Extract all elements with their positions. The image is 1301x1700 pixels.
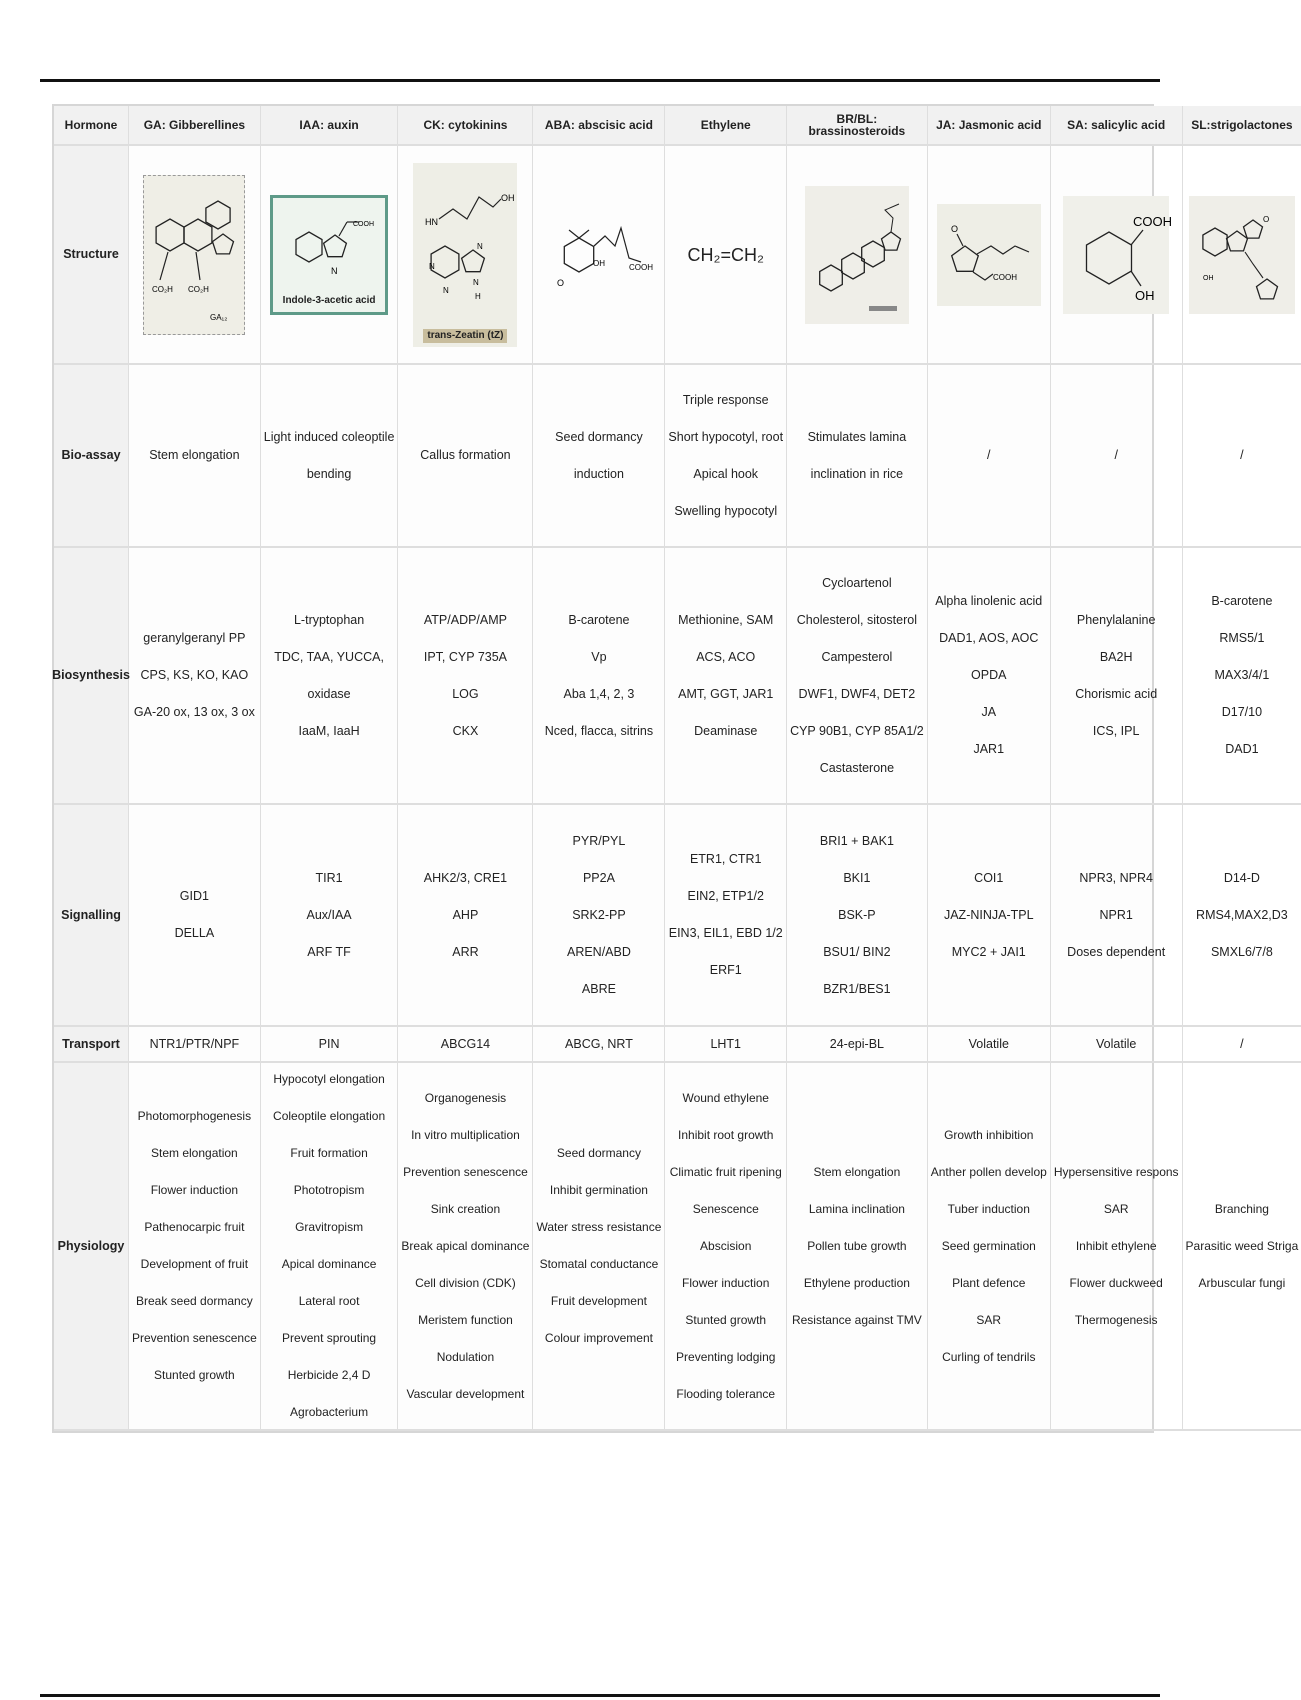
physiology-line: Seed dormancy (556, 1146, 641, 1160)
physiology-line: Herbicide 2,4 D (287, 1368, 371, 1382)
biosynthesis-line: CYP 90B1, CYP 85A1/2 (790, 723, 924, 738)
physiology-line: Break apical dominance (401, 1238, 530, 1253)
signalling-lines (1196, 860, 1288, 971)
biosynthesis-line: JA (981, 705, 997, 719)
signalling-line: NPR1 (1099, 907, 1133, 922)
row-header-bioassay: Bio-assay (54, 365, 129, 548)
bioassay-cell (1183, 365, 1301, 548)
bioassay-line: / (1240, 448, 1244, 462)
biosynthesis-cell (261, 548, 399, 805)
physiology-lines (1186, 1191, 1299, 1302)
signalling-line: BRI1 + BAK1 (819, 833, 894, 848)
structure-cell (1183, 146, 1301, 365)
physiology-line: Prevention senescence (132, 1331, 257, 1345)
svg-text:N: N (473, 277, 480, 287)
biosynthesis-line: D17/10 (1221, 705, 1263, 719)
physiology-line: SAR (976, 1312, 1002, 1327)
physiology-line: Flower induction (150, 1183, 239, 1197)
physiology-line: Parasitic weed Striga (1185, 1238, 1299, 1253)
physiology-line: Vascular development (406, 1386, 525, 1401)
physiology-line: Branching (1214, 1201, 1269, 1216)
bottom-rule (40, 1694, 1160, 1697)
physiology-line: Sink creation (430, 1201, 501, 1216)
physiology-line: Tuber induction (947, 1201, 1030, 1216)
signalling-line: BSK-P (838, 907, 876, 922)
hormone-table (52, 104, 1299, 1433)
biosynthesis-line: Chorismic acid (1075, 686, 1158, 701)
physiology-line: Curling of tendrils (942, 1349, 1036, 1364)
physiology-line: Agrobacterium (290, 1405, 369, 1419)
physiology-line: Prevent sprouting (282, 1331, 377, 1345)
signalling-lines (820, 823, 894, 1008)
physiology-line: Organogenesis (424, 1090, 507, 1105)
bioassay-line: / (1114, 448, 1118, 462)
physiology-line: Anther pollen develop (930, 1164, 1047, 1179)
transport-cell: ABCG14 (398, 1027, 533, 1063)
biosynthesis-lines (678, 602, 773, 750)
signalling-line: EIN2, ETP1/2 (687, 889, 764, 903)
biosynthesis-line: Vp (591, 649, 607, 664)
biosynthesis-lines (935, 583, 1042, 768)
sa-molecule (1067, 200, 1173, 310)
bioassay-cell (787, 365, 928, 548)
physiology-line: Resistance against TMV (791, 1312, 922, 1327)
svg-text:COOH: COOH (992, 272, 1017, 282)
biosynthesis-cell (665, 548, 787, 805)
ja-structure-image (937, 204, 1041, 306)
svg-text:OH: OH (1202, 274, 1214, 282)
bioassay-line: Swelling hypocotyl (674, 503, 778, 518)
physiology-line: Stomatal conductance (539, 1257, 659, 1271)
sa-structure-image (1063, 196, 1173, 314)
biosynthesis-cell (787, 548, 928, 805)
signalling-line: TIR1 (315, 870, 343, 885)
row-header-physiology: Physiology (54, 1063, 129, 1431)
row-header-structure: Structure (54, 146, 129, 365)
physiology-line: Stunted growth (154, 1368, 235, 1382)
physiology-line: Arbuscular fungi (1198, 1275, 1286, 1290)
transport-cell: / (1183, 1027, 1301, 1063)
column-header: GA: Gibberellines (129, 106, 261, 146)
svg-text:H: H (475, 291, 482, 301)
transport-cell: Volatile (1051, 1027, 1183, 1063)
svg-text:HN: HN (425, 216, 439, 227)
signalling-cell (928, 805, 1051, 1027)
signalling-lines (1067, 860, 1165, 971)
row-header-transport: Transport (54, 1027, 129, 1063)
transport-cell: PIN (261, 1027, 399, 1063)
svg-text:CO₂H: CO₂H (152, 284, 174, 294)
iaa-caption: Indole-3-acetic acid (282, 294, 376, 306)
physiology-lines (273, 1061, 385, 1431)
physiology-line: Hypersensitive respons (1053, 1164, 1179, 1179)
physiology-line: Flooding tolerance (676, 1386, 776, 1401)
svg-text:O: O (1262, 214, 1270, 224)
biosynthesis-lines (1075, 602, 1157, 750)
physiology-line: Lamina inclination (808, 1201, 905, 1216)
aba-molecule (549, 200, 653, 310)
bioassay-line: bending (306, 466, 352, 481)
biosynthesis-lines (545, 602, 653, 750)
structure-cell (665, 146, 787, 365)
top-rule (40, 79, 1160, 82)
physiology-cell (787, 1063, 928, 1431)
physiology-line: SAR (1103, 1201, 1129, 1216)
biosynthesis-cell (928, 548, 1051, 805)
biosynthesis-line: DAD1, AOS, AOC (939, 631, 1039, 645)
bioassay-lines (420, 437, 510, 474)
biosynthesis-line: B-carotene (1211, 594, 1273, 608)
biosynthesis-line: L-tryptophan (293, 612, 365, 627)
physiology-line: Flower duckweed (1069, 1275, 1163, 1290)
ck-structure-image (413, 163, 517, 347)
biosynthesis-line: Castasterone (819, 760, 895, 775)
biosynthesis-line: TDC, TAA, YUCCA, (274, 649, 384, 664)
signalling-line: ARF TF (307, 944, 351, 959)
svg-text:COOH: COOH (628, 262, 653, 272)
structure-cell (129, 146, 261, 365)
biosynthesis-line: Deaminase (694, 723, 758, 738)
physiology-line: Water stress resistance (536, 1220, 662, 1234)
bioassay-lines (668, 382, 783, 530)
physiology-line: Stem elongation (151, 1146, 238, 1160)
iaa-structure-image (270, 195, 389, 315)
bioassay-line: Apical hook (693, 466, 759, 481)
signalling-lines (944, 860, 1034, 971)
signalling-line: D14-D (1223, 870, 1260, 885)
signalling-line: PYR/PYL (572, 833, 626, 848)
biosynthesis-line: Cholesterol, sitosterol (796, 612, 917, 627)
biosynthesis-cell (398, 548, 533, 805)
signalling-line: DELLA (174, 926, 215, 940)
bioassay-lines (149, 437, 239, 474)
biosynthesis-line: Phenylalanine (1076, 612, 1156, 627)
physiology-line: Abscision (700, 1238, 752, 1253)
signalling-line: Aux/IAA (306, 907, 352, 922)
physiology-cell (398, 1063, 533, 1431)
ck-molecule (417, 167, 513, 327)
column-header: BR/BL: brassinosteroids (787, 106, 928, 146)
biosynthesis-cell (1051, 548, 1183, 805)
signalling-line: BZR1/BES1 (823, 981, 891, 996)
bioassay-line: induction (573, 466, 624, 481)
signalling-line: AHK2/3, CRE1 (423, 870, 508, 885)
physiology-cell (928, 1063, 1051, 1431)
physiology-line: In vitro multiplication (411, 1127, 520, 1142)
signalling-line: BSU1/ BIN2 (823, 944, 891, 959)
signalling-line: ABRE (581, 981, 616, 996)
column-header: SL:strigolactones (1183, 106, 1301, 146)
physiology-lines (670, 1080, 782, 1413)
structure-cell (1051, 146, 1183, 365)
ja-molecule (941, 210, 1037, 300)
biosynthesis-line: Cycloartenol (822, 575, 892, 590)
biosynthesis-line: Aba 1,4, 2, 3 (563, 686, 635, 701)
bioassay-line: Triple response (682, 392, 769, 407)
ga-molecule (148, 180, 240, 330)
physiology-cell (129, 1063, 261, 1431)
biosynthesis-line: ACS, ACO (696, 649, 756, 664)
signalling-lines (306, 860, 351, 971)
signalling-line: Doses dependent (1067, 944, 1166, 959)
biosynthesis-line: LOG (452, 686, 479, 701)
biosynthesis-cell (129, 548, 261, 805)
biosynthesis-line: OPDA (971, 668, 1007, 682)
bioassay-line: Light induced coleoptile (263, 429, 395, 444)
svg-text:OH: OH (592, 258, 605, 268)
column-header: Ethylene (665, 106, 787, 146)
svg-text:N: N (477, 241, 484, 251)
physiology-line: Colour improvement (544, 1331, 653, 1345)
biosynthesis-cell (533, 548, 665, 805)
ck-caption: trans-Zeatin (tZ) (423, 329, 507, 343)
signalling-cell (129, 805, 261, 1027)
signalling-line: ETR1, CTR1 (689, 852, 762, 866)
signalling-lines (669, 841, 783, 989)
physiology-line: Thermogenesis (1074, 1312, 1158, 1327)
physiology-cell (261, 1063, 399, 1431)
column-header: ABA: abscisic acid (533, 106, 665, 146)
physiology-cell (533, 1063, 665, 1431)
signalling-cell (398, 805, 533, 1027)
bioassay-cell (533, 365, 665, 548)
bioassay-cell (398, 365, 533, 548)
biosynthesis-lines (274, 602, 384, 750)
signalling-cell (533, 805, 665, 1027)
structure-cell (533, 146, 665, 365)
structure-cell (928, 146, 1051, 365)
physiology-line: Apical dominance (281, 1257, 377, 1271)
bioassay-lines (1240, 437, 1243, 474)
biosynthesis-lines (790, 565, 924, 787)
signalling-line: MYC2 + JAI1 (951, 944, 1026, 959)
physiology-line: Nodulation (436, 1349, 495, 1364)
structure-cell (787, 146, 928, 365)
transport-cell: 24-epi-BL (787, 1027, 928, 1063)
physiology-line: Inhibit ethylene (1075, 1238, 1157, 1253)
biosynthesis-line: ICS, IPL (1092, 723, 1140, 738)
physiology-line: Development of fruit (140, 1257, 249, 1271)
signalling-line: EIN3, EIL1, EBD 1/2 (668, 926, 783, 940)
svg-text:OH: OH (501, 192, 515, 203)
physiology-line: Fruit development (550, 1294, 647, 1308)
biosynthesis-line: Campesterol (821, 649, 893, 664)
biosynthesis-lines (424, 602, 507, 750)
physiology-cell (1183, 1063, 1301, 1431)
physiology-line: Cell division (CDK) (415, 1275, 516, 1290)
physiology-cell (665, 1063, 787, 1431)
physiology-lines (132, 1098, 257, 1394)
sl-structure-image (1189, 196, 1295, 314)
biosynthesis-line: Nced, flacca, sitrins (544, 723, 654, 738)
biosynthesis-line: GA-20 ox, 13 ox, 3 ox (133, 705, 255, 719)
hormone-header: Hormone (54, 106, 129, 146)
physiology-lines (536, 1135, 661, 1357)
biosynthesis-line: MAX3/4/1 (1214, 668, 1270, 682)
biosynthesis-line: JAR1 (973, 742, 1005, 756)
svg-text:COOH: COOH (1133, 213, 1173, 229)
bioassay-line: inclination in rice (810, 466, 904, 481)
aba-structure-image (549, 200, 653, 310)
transport-cell: NTR1/PTR/NPF (129, 1027, 261, 1063)
iaa-molecule (283, 202, 375, 292)
svg-text:O: O (950, 223, 958, 234)
signalling-lines (567, 823, 631, 1008)
physiology-line: Fruit formation (290, 1146, 368, 1160)
signalling-line: ERF1 (709, 963, 742, 977)
physiology-line: Hypocotyl elongation (273, 1072, 385, 1086)
physiology-line: Stem elongation (813, 1164, 901, 1179)
physiology-line: Coleoptile elongation (273, 1109, 386, 1123)
svg-text:O: O (556, 277, 564, 288)
physiology-line: Phototropism (293, 1183, 365, 1197)
bioassay-lines (987, 437, 990, 474)
bioassay-line: Seed dormancy (555, 429, 643, 444)
signalling-cell (1051, 805, 1183, 1027)
physiology-line: Pollen tube growth (807, 1238, 907, 1253)
br-molecule (809, 190, 905, 320)
signalling-cell (261, 805, 399, 1027)
physiology-line: Climatic fruit ripening (669, 1164, 782, 1179)
physiology-line: Meristem function (418, 1312, 513, 1327)
bioassay-line: Stimulates lamina (807, 429, 907, 444)
svg-text:OH: OH (1135, 287, 1155, 303)
physiology-line: Pathenocarpic fruit (144, 1220, 245, 1234)
column-header: SA: salicylic acid (1051, 106, 1183, 146)
bioassay-lines (1114, 437, 1117, 474)
column-header: IAA: auxin (261, 106, 399, 146)
ga-structure-image (143, 175, 245, 335)
biosynthesis-line: ATP/ADP/AMP (423, 612, 507, 627)
physiology-line: Ethylene production (803, 1275, 910, 1290)
svg-text:N: N (429, 261, 436, 271)
physiology-line: Senescence (692, 1201, 759, 1216)
physiology-line: Lateral root (298, 1294, 360, 1308)
svg-text:N: N (443, 285, 450, 295)
physiology-lines (1054, 1154, 1179, 1339)
biosynthesis-cell (1183, 548, 1301, 805)
physiology-line: Gravitropism (295, 1220, 364, 1234)
signalling-line: BKI1 (843, 870, 871, 885)
biosynthesis-line: AMT, GGT, JAR1 (678, 686, 774, 701)
transport-cell: ABCG, NRT (533, 1027, 665, 1063)
bioassay-lines (808, 419, 907, 493)
bioassay-lines (264, 419, 395, 493)
physiology-line: Photomorphogenesis (137, 1109, 252, 1123)
biosynthesis-line: CPS, KS, KO, KAO (140, 668, 249, 682)
signalling-line: COI1 (974, 870, 1004, 885)
svg-text:CO₂H: CO₂H (188, 284, 210, 294)
bioassay-line: Callus formation (420, 448, 511, 462)
physiology-line: Inhibit germination (549, 1183, 648, 1197)
physiology-line: Preventing lodging (676, 1349, 776, 1364)
row-header-signalling: Signalling (54, 805, 129, 1027)
biosynthesis-line: DWF1, DWF4, DET2 (798, 686, 916, 701)
row-header-biosynthesis: Biosynthesis (54, 548, 129, 805)
ethylene-formula: CH₂=CH₂ (687, 244, 764, 265)
sl-molecule (1193, 200, 1291, 310)
svg-text:N: N (331, 265, 338, 276)
svg-text:COOH: COOH (353, 220, 375, 228)
signalling-line: SMXL6/7/8 (1210, 944, 1273, 959)
biosynthesis-line: Methionine, SAM (678, 612, 774, 627)
bioassay-cell (129, 365, 261, 548)
bioassay-line: Stem elongation (149, 448, 240, 462)
signalling-lines (175, 878, 215, 952)
physiology-line: Stunted growth (685, 1312, 767, 1327)
bioassay-cell (928, 365, 1051, 548)
transport-cell: Volatile (928, 1027, 1051, 1063)
signalling-lines (424, 860, 507, 971)
signalling-line: AREN/ABD (566, 944, 631, 959)
signalling-line: ARR (452, 944, 479, 959)
signalling-cell (1183, 805, 1301, 1027)
column-header: JA: Jasmonic acid (928, 106, 1051, 146)
structure-cell (261, 146, 399, 365)
biosynthesis-line: IaaM, IaaH (298, 723, 360, 738)
bioassay-lines (555, 419, 643, 493)
biosynthesis-line: Alpha linolenic acid (935, 594, 1043, 608)
physiology-line: Inhibit root growth (678, 1127, 774, 1142)
signalling-line: JAZ-NINJA-TPL (943, 907, 1034, 922)
physiology-lines (792, 1154, 922, 1339)
physiology-line: Growth inhibition (944, 1127, 1034, 1142)
biosynthesis-line: RMS5/1 (1219, 631, 1265, 645)
signalling-line: NPR3, NPR4 (1079, 870, 1153, 885)
bioassay-cell (1051, 365, 1183, 548)
physiology-cell (1051, 1063, 1183, 1431)
biosynthesis-line: B-carotene (568, 612, 630, 627)
column-header: CK: cytokinins (398, 106, 533, 146)
structure-cell (398, 146, 533, 365)
biosynthesis-lines (134, 620, 255, 731)
biosynthesis-line: geranylgeranyl PP (143, 631, 246, 645)
physiology-line: Break seed dormancy (136, 1294, 253, 1308)
physiology-line: Flower induction (682, 1275, 770, 1290)
biosynthesis-lines (1211, 583, 1272, 768)
bioassay-line: Short hypocotyl, root (668, 429, 784, 444)
physiology-line: Seed germination (941, 1238, 1036, 1253)
physiology-line: Wound ethylene (682, 1090, 769, 1105)
signalling-line: PP2A (582, 870, 615, 885)
signalling-line: RMS4,MAX2,D3 (1196, 907, 1288, 922)
physiology-line: Prevention senescence (403, 1164, 528, 1179)
biosynthesis-line: DAD1 (1225, 742, 1259, 756)
physiology-line: Plant defence (952, 1275, 1026, 1290)
signalling-line: SRK2-PP (572, 907, 626, 922)
physiology-lines (931, 1117, 1047, 1376)
signalling-cell (787, 805, 928, 1027)
bioassay-line: / (987, 448, 991, 462)
biosynthesis-line: IPT, CYP 735A (423, 649, 508, 664)
signalling-line: AHP (452, 907, 479, 922)
bioassay-cell (665, 365, 787, 548)
biosynthesis-line: oxidase (307, 686, 351, 701)
bioassay-cell (261, 365, 399, 548)
biosynthesis-line: BA2H (1099, 649, 1133, 664)
br-structure-image (805, 186, 909, 324)
svg-text:GA₁₂: GA₁₂ (210, 312, 228, 322)
signalling-cell (665, 805, 787, 1027)
physiology-lines (401, 1080, 529, 1413)
transport-cell: LHT1 (665, 1027, 787, 1063)
signalling-line: GID1 (179, 889, 209, 903)
biosynthesis-line: CKX (452, 723, 479, 738)
